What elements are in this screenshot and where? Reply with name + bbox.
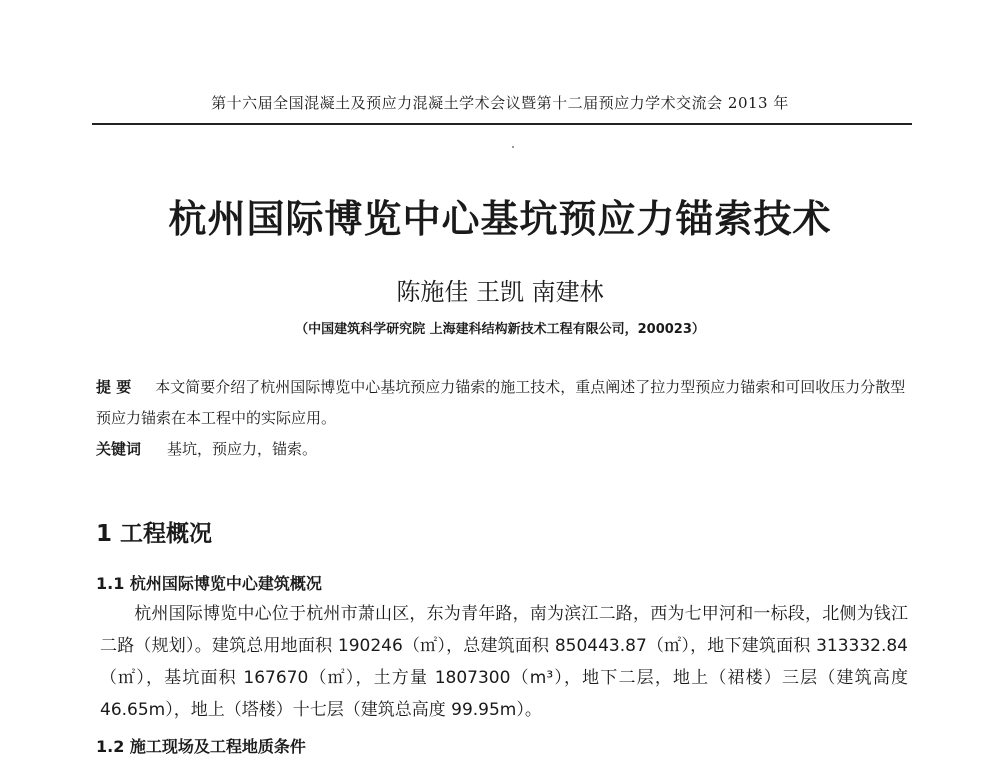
scan-speck xyxy=(512,146,514,148)
header-rule xyxy=(92,123,912,125)
authors: 陈施佳 王凯 南建林 xyxy=(396,278,604,306)
paper-title: 杭州国际博览中心基坑预应力锚索技术 xyxy=(168,197,832,241)
body-paragraph-text: 杭州国际博览中心位于杭州市萧山区，东为青年路，南为滨江二路，西为七甲河和一标段，北侧为钱江二路（规划）。建筑总用地面积 190246（㎡），总建筑面积 850443.87（㎡），地下建筑面积 313332.84（㎡），基坑面积 167670（㎡），土方量 1807300（m³），地下二层，地上（裙楼）三层（建筑高度 46.65m），地上（塔楼）十七层（建筑总高度 99.95m）。 xyxy=(100,604,908,720)
abstract-text: 本文简要介绍了杭州国际博览中心基坑预应力锚索的施工技术，重点阐述了拉力型预应力锚索和可回收压力分散型预应力锚索在本工程中的实际应用。 xyxy=(96,378,906,427)
keywords-label: 关键词 xyxy=(96,440,142,458)
section-heading: 1 工程概况 xyxy=(96,521,213,547)
subsection-heading-1-1: 1.1 杭州国际博览中心建筑概况 xyxy=(96,574,322,593)
conference-header: 第十六届全国混凝土及预应力混凝土学术会议暨第十二届预应力学术交流会 2013 年 xyxy=(211,94,789,112)
subsection-heading-1-2: 1.2 施工现场及工程地质条件 xyxy=(96,737,306,756)
abstract xyxy=(96,372,908,434)
abstract-label: 提 要 xyxy=(96,378,132,396)
affiliation: （中国建筑科学研究院 上海建科结构新技术工程有限公司，200023） xyxy=(295,322,705,337)
keywords xyxy=(96,438,908,459)
keywords-text: 基坑，预应力，锚索。 xyxy=(167,440,318,458)
body-paragraph xyxy=(100,598,908,726)
